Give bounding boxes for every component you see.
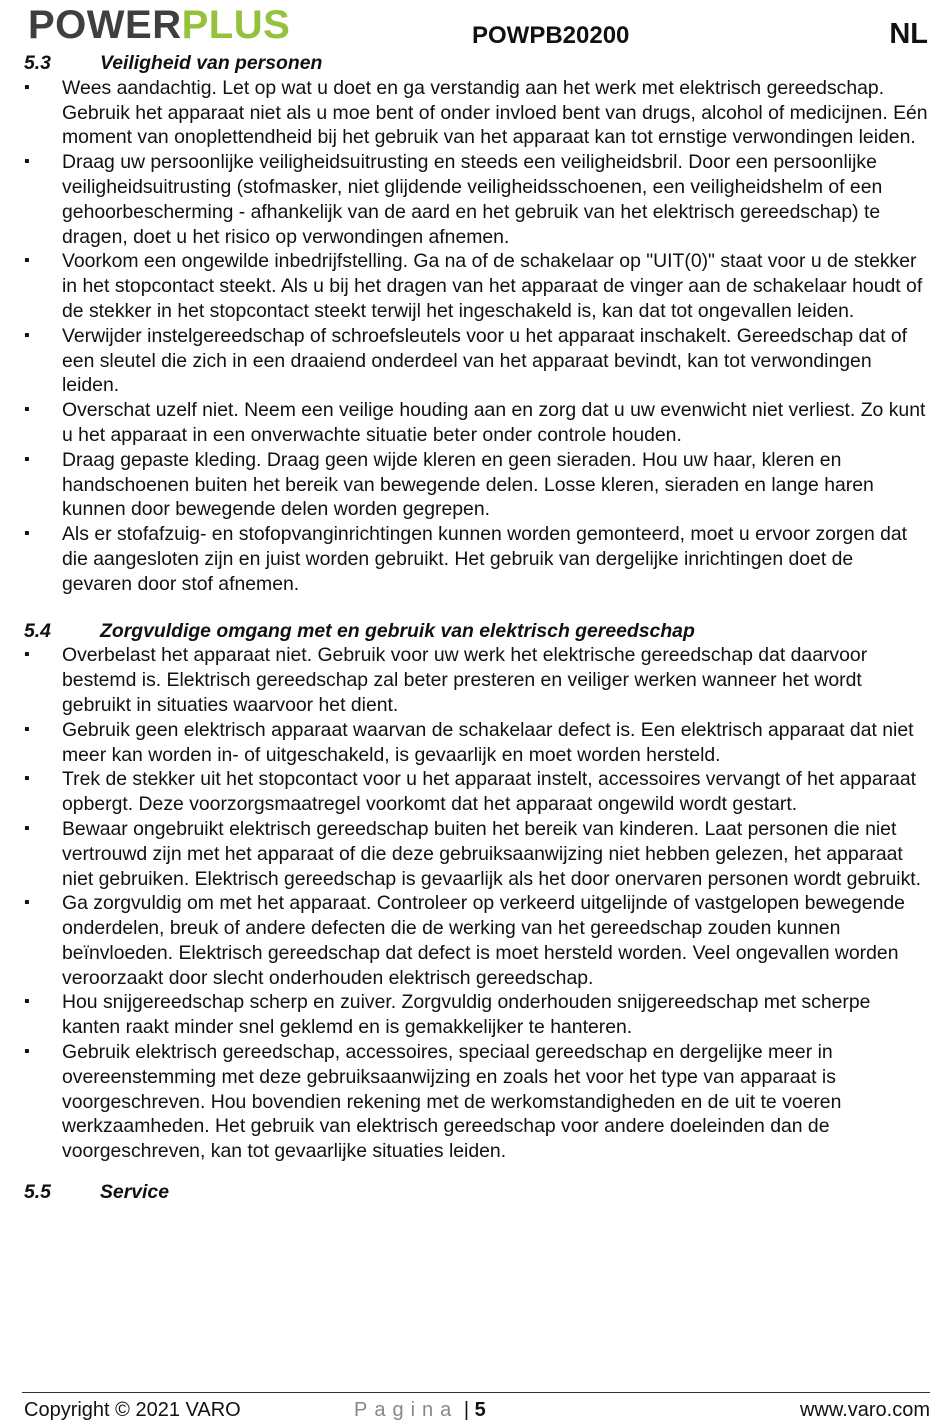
section-spacer [24,1164,928,1180]
list-item: ▪ Draag gepaste kleding. Draag geen wijde kleren en geen sieraden. Hou uw haar, kleren en handschoenen buiten het bereik van bewegende delen. Losse kleren, sieraden en lange haren kunnen door bewegende delen worden gegrepen. [24,448,928,522]
logo-text-power: POWER [28,3,182,47]
section-title: Service [100,1181,170,1204]
list-item: ▪ Als er stofafzuig- en stofopvanginrichtingen kunnen worden gemonteerd, moet u ervoor zorgen dat die aangesloten zijn en juist worden gebruikt. Het gebruik van dergelijke inrichtingen doet de gevaren door stof afnemen. [24,522,928,596]
bullet-list-5-3 [24,76,928,597]
list-item: ▪ Ga zorgvuldig om met het apparaat. Controleer op verkeerd uitgelijnde of vastgelopen bewegende onderdelen, breuk of andere defecten die de werking van het gereedschap zouden kunnen beïnvloeden. Elektrisch gereedschap dat defect is moet hersteld worden. Veel ongevallen worden veroorzaakt door slecht onderhouden elektrisch gereedschap. [24,891,928,990]
document-body [24,51,928,1205]
list-item: ▪ Trek de stekker uit het stopcontact voor u het apparaat instelt, accessoires vervangt of het apparaat opbergt. Deze voorzorgsmaatregel voorkomt dat het apparaat ongewild wordt gestart. [24,767,928,817]
list-item: ▪ Wees aandachtig. Let op wat u doet en ga verstandig aan het werk met elektrisch gereedschap. Gebruik het apparaat niet als u moe bent of onder invloed bent van drugs, alcohol of medicijnen. Eén moment van onoplettendheid bij het gebruik van het apparaat kan tot ernstige verwondingen leiden. [24,76,928,150]
list-item: ▪ Bewaar ongebruikt elektrisch gereedschap buiten het bereik van kinderen. Laat personen die niet vertrouwd zijn met het apparaat of die deze gebruiksaanwijzing niet hebben gelezen, het apparaat niet gebruiken. Elektrisch gereedschap is gevaarlijk als het door onervaren personen wordt gebruikt. [24,817,928,891]
section-spacer [24,597,928,619]
list-item: ▪ Overschat uzelf niet. Neem een veilige houding aan en zorg dat u uw evenwicht niet verliest. Zo kunt u het apparaat in een onverwachte situatie beter onder controle houden. [24,398,928,448]
list-item: ▪ Gebruik geen elektrisch apparaat waarvan de schakelaar defect is. Een elektrisch apparaat dat niet meer kan worden in- of uitgeschakeld, is gevaarlijk en moet worden hersteld. [24,718,928,768]
list-item: ▪ Overbelast het apparaat niet. Gebruik voor uw werk het elektrische gereedschap dat daarvoor bestemd is. Elektrisch gereedschap zal beter presteren en veiliger werken wanneer het wordt gebruikt in situaties waarvoor het dient. [24,643,928,717]
page-indicator [354,1399,486,1422]
list-item: ▪ Draag uw persoonlijke veiligheidsuitrusting en steeds een veiligheidsbril. Door een persoonlijke veiligheidsuitrusting (stofmasker, niet glijdende veiligheidsschoenen, een veiligheidshelm of een gehoorbescherming - afhankelijk van de aard en het gebruik van het elektrisch gereedschap) te dragen, doet u het risico op verwondingen afnemen. [24,150,928,249]
page-word: Pagina [354,1399,459,1421]
page-number: 5 [474,1399,486,1421]
page-header [0,0,950,54]
section-heading-5-3 [24,51,928,76]
section-heading-5-5 [24,1180,928,1205]
powerplus-logo [28,4,290,46]
list-item: ▪ Verwijder instelgereedschap of schroefsleutels voor u het apparaat inschakelt. Gereedschap dat of een sleutel die zich in een draaiend onderdeel van het apparaat bevindt, kan tot verwondingen leiden. [24,324,928,398]
section-title: Zorgvuldige omgang met en gebruik van elektrisch gereedschap [100,619,695,642]
page-footer [22,1392,930,1421]
bullet-list-5-4 [24,643,928,1164]
logo-text-plus: PLUS [181,3,291,47]
language-code: NL [889,18,928,50]
list-item: ▪ Voorkom een ongewilde inbedrijfstelling. Ga na of de schakelaar op "UIT(0)" staat voor u de stekker in het stopcontact steekt. Als u bij het dragen van het apparaat de vinger aan de schakelaar houdt of de stekker in het stopcontact steekt terwijl het ingeschakeld is, kan dat tot ongevallen leiden. [24,249,928,323]
copyright-text: Copyright © 2021 VARO [24,1399,241,1421]
list-item: ▪ Hou snijgereedschap scherp en zuiver. Zorgvuldig onderhouden snijgereedschap met scherpe kanten raakt minder snel geklemd en is gemakkelijker te hanteren. [24,990,928,1040]
website-link[interactable]: www.varo.com [799,1399,930,1421]
list-item: ▪ Gebruik elektrisch gereedschap, accessoires, speciaal gereedschap en dergelijke meer in overeenstemming met deze gebruiksaanwijzing en zoals het voor het type van apparaat is voorgeschreven. Hou bovendien rekening met de werkomstandigheden en de uit te voeren werkzaamheden. Het gebruik van elektrisch gereedschap voor andere doeleinden dan de voorgeschreven, kan tot gevaarlijke situaties leiden. [24,1040,928,1164]
page-separator: | [458,1399,475,1421]
section-number: 5.5 [24,1181,51,1204]
section-heading-5-4 [24,619,928,644]
section-number: 5.3 [24,52,51,74]
model-number: POWPB20200 [472,22,630,49]
section-title: Veiligheid van personen [100,52,323,74]
section-number: 5.4 [24,619,51,642]
